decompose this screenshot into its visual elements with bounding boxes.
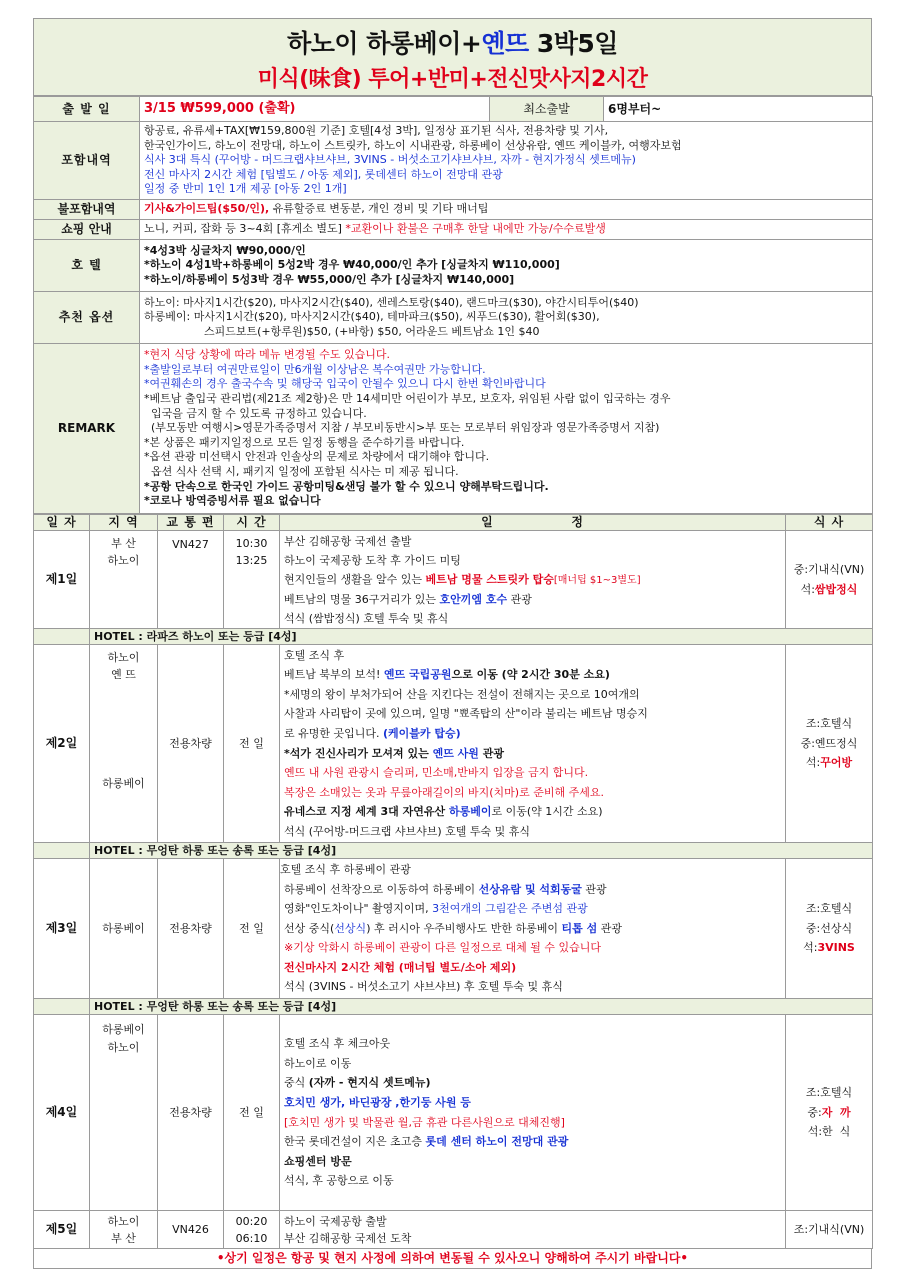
highlight: 베트남 명물 스트릿카 탑승 [425,572,554,586]
highlight: 하롱베이 [448,805,492,819]
highlight: 3천여개의 그림같은 주변섬 관광 [432,902,588,916]
region-cell: 하롱베이 [90,859,158,999]
col-time: 시 간 [224,515,280,531]
highlight: (자까 - 현지식 셋트메뉴) [308,1076,431,1090]
text: 유네스코 지정 세계 3대 자연유산 [284,805,449,819]
text: 베트남의 명물 36구거리가 있는 [284,592,440,606]
shop-notice: *교환이나 환불은 구매후 한달 내에만 가능/수수료발생 [345,222,606,236]
text: 관광 [478,746,505,760]
schedule-line [284,1073,781,1093]
hotel-line: *하노이 4성1박+하롱베이 5성2박 경우 ₩40,000/인 추가 [싱글차지 ₩110,000] [144,258,560,272]
schedule-line: 호텔 조식 후 체크아웃 [284,1037,391,1051]
excl-rest: 유류할증료 변동분, 개인 경비 및 기타 매너팁 [269,202,489,216]
region: 부 산 [111,537,136,550]
region-cell [90,645,158,843]
highlight: 선상유람 및 석회동굴 [478,882,582,896]
text: 석: [803,941,818,955]
hotel-line: *하노이/하롱베이 5성3박 경우 ₩55,000/인 추가 [싱글차지 ₩140,000] [144,272,515,286]
schedule-line: 석식, 후 공항으로 이동 [284,1174,394,1188]
meal: 조:호텔식 [805,717,853,731]
text: 로 유명한 곳입니다. [284,726,383,740]
title-part-a: 하노이 하롱베이+ [287,29,482,58]
incl-line: 항공료, 유류세+TAX[₩159,800원 기준] 호텔[4성 3박], 일정상 표기된 식사, 전용차량 및 기사, [144,124,609,138]
incl-massage-line: 전신 마사지 2시간 체험 [팁별도 / 아동 제외], 롯데센터 하노이 전망대 관광 [144,167,503,181]
meal-cell [786,1015,873,1211]
hotel-content [140,240,873,292]
schedule-line: 부산 김해공항 국제선 도착 [284,1231,412,1245]
remark-label: REMARK [34,344,140,514]
sub-title: 미식(味食) 투어+반미+전신맛사지2시간 [257,67,648,92]
day-row [34,1015,873,1211]
remark-line: 옵션 식사 선택 시, 패키지 일정에 포함된 식사는 미 제공 됩니다. [144,464,459,478]
col-meal: 식 사 [786,515,873,531]
time: 13:25 [235,554,268,567]
day-label: 제2일 [34,645,90,843]
highlight: 롯데 센터 하노이 전망대 관광 [425,1135,569,1149]
schedule-cell [280,645,786,843]
remark-line: (부모동반 여행시>영문가족증명서 지참 / 부모비동반시>부 또는 모로부터 위임장과 영문가족증명서 지참) [144,421,660,435]
option-line: 하노이: 마사지1시간($20), 마사지2시간($40), 센레스토랑($40), 랜드마크($30), 야간시티투어($40) [144,295,639,309]
transport-cell: 전용차량 [158,859,224,999]
remark-line: *출발일로부터 여권만료일이 만6개월 이상남은 복수여권만 가능합니다. [144,362,486,376]
itinerary-document [33,18,872,1269]
text: 관광 [581,882,607,896]
excl-label: 불포함내역 [34,200,140,220]
hotel-line: HOTEL : 라파즈 하노이 또는 등급 [4성] [90,629,873,645]
schedule-line [280,919,781,939]
schedule-warning: [호치민 생가 및 박물관 월,금 휴관 다른사원으로 대체진행] [284,1115,565,1129]
schedule-line: 석식 (쌈밥정식) 호텔 투숙 및 휴식 [284,611,449,625]
info-table [33,96,873,514]
schedule-line [280,899,781,919]
col-day: 일 자 [34,515,90,531]
text: 하롱베이 선착장으로 이동하여 하롱베이 [284,882,479,896]
region-cell [90,1211,158,1249]
schedule-line [280,880,781,900]
meal [790,938,868,958]
meal-cell [786,645,873,843]
schedule-cell [280,1015,786,1211]
text: 석: [805,756,821,770]
region: 하노이 [107,1041,140,1054]
schedule-line: 부산 김해공항 국제선 출발 [284,534,412,548]
highlight: 3VINS [817,941,855,955]
text: 으로 이동 (약 2시간 30분 소요) [451,668,610,682]
schedule-line: 호치민 생가, 바딘광장 ,한기둥 사원 등 [284,1095,471,1109]
transport-cell: 전용차량 [158,645,224,843]
region: 하노이 [107,554,140,567]
schedule-line [284,744,781,764]
region-cell [90,531,158,629]
incl-banmi-line: 일정 중 반미 1인 1개 제공 [아동 2인 1개] [144,182,347,196]
remark-line: *코로나 방역증빙서류 필요 없습니다 [144,494,321,508]
text: 중식 [284,1076,309,1090]
schedule-line: 하노이 국제공항 출발 [284,1214,387,1228]
time: 06:10 [235,1231,268,1245]
meal: 조:호텔식 [805,902,853,916]
schedule-line: 하노이 국제공항 도착 후 가이드 미팅 [284,553,461,567]
col-schedule: 일 정 [280,515,786,531]
meal: 조:호텔식 [805,1086,853,1100]
incl-content [140,122,873,200]
remark-line: *현지 식당 상황에 따라 메뉴 변경될 수도 있습니다. [144,348,390,362]
text: 로 이동(약 1시간 소요) [491,805,603,819]
region: 옌 뜨 [111,668,136,681]
day-row [34,531,873,629]
hotel-line: *4성3박 싱글차지 ₩90,000/인 [144,243,306,257]
schedule-line [284,590,781,609]
highlight: 티톱 섬 [561,921,598,935]
time-cell [224,1211,280,1249]
meal-cell [786,859,873,999]
time-cell [224,531,280,629]
region: 부 산 [111,1231,136,1245]
text: 석: [800,582,815,596]
hotel-line: HOTEL : 무엉탄 하롱 또는 송록 또는 등급 [4성] [90,999,873,1015]
time-cell: 전 일 [224,1015,280,1211]
title-part-yentu: 옌뜨 [481,29,529,58]
schedule-warning: 옌뜨 내 사원 관광시 슬리퍼, 민소매,반바지 입장을 금지 합니다. [284,766,589,780]
incl-meal-line: 식사 3대 특식 (꾸어방 - 머드크랩샤브샤브, 3VINS - 버섯소고기샤브샤브, 자까 - 현지가정식 셋트메뉴) [144,153,636,167]
schedule-line: 하노이로 이동 [284,1056,352,1070]
text: 관광 [597,921,622,935]
remark-line: 입국을 금지 할 수 있도록 규정하고 있습니다. [144,406,367,420]
schedule-line [284,570,781,590]
region: 하노이 [107,651,140,664]
depart-value: 3/15 ₩599,000 (출확) [140,97,490,122]
highlight: 꾸어방 [820,756,853,770]
day-label: 제4일 [34,1015,90,1211]
meal-cell [786,531,873,629]
hotel-label: 호 텔 [34,240,140,292]
min-label: 최소출발 [490,97,604,122]
schedule-cell [280,859,786,999]
remark-line: *여권훼손의 경우 출국수속 및 해당국 입국이 안될수 있으니 다시 한번 확인바랍니다 [144,377,546,391]
meal [790,580,868,600]
schedule-cell [280,531,786,629]
col-region: 지 역 [90,515,158,531]
schedule-line: 호텔 조식 후 [284,648,345,662]
min-value: 6명부터~ [604,97,873,122]
time: 00:20 [235,1214,268,1228]
schedule-line: 석식 (3VINS - 버섯소고기 샤브샤브) 후 호텔 투숙 및 휴식 [284,980,563,994]
option-line: 하롱베이: 마사지1시간($20), 마사지2시간($40), 테마파크($50), 씨푸드($30), 활어회($30), [144,310,600,324]
highlight: 옌뜨 사원 [432,746,479,760]
schedule-line: 호텔 조식 후 하롱베이 관광 [280,862,411,876]
transport-cell: VN427 [158,531,224,629]
highlight: 쌈밥정식 [814,582,858,596]
meal: 중:옌뜨정식 [800,736,858,750]
main-title [34,19,871,60]
meal: 중:선상식 [805,921,853,935]
excl-tip: 기사&가이드팁($50/인), [144,202,270,216]
day-row [34,1211,873,1249]
footer-notice: •상기 일정은 항공 및 현지 사정에 의하여 변동될 수 있사오니 양해하여 주시기 바랍니다• [33,1249,872,1269]
option-line: 스피드보트(+항루원)$50, (+바항) $50, 어라운드 베트남쇼 1인 $40 [204,324,540,338]
option-label: 추천 옵션 [34,292,140,344]
region-cell [90,1015,158,1211]
highlight: 호안끼엠 호수 [439,592,508,606]
incl-line: 한국인가이드, 하노이 전망대, 하노이 스트릿카, 하노이 시내관광, 하롱베이 선상유람, 옌뜨 케이블카, 여행자보험 [144,138,682,152]
shop-items: 노니, 커피, 잡화 등 3~4회 [휴게소 별도] [144,222,346,236]
text: 베트남 북부의 보석! [284,668,384,682]
highlight: 자 까 [821,1105,851,1119]
schedule-line [284,1132,781,1152]
schedule-line: 석식 (꾸어방-머드크랩 샤브샤브) 호텔 투숙 및 휴식 [284,824,531,838]
day-label: 제5일 [34,1211,90,1249]
remark-line: *공항 단속으로 한국인 가이드 공항미팅&샌딩 불가 할 수 있으니 양해부탁드립니다. [144,479,549,493]
depart-label: 출 발 일 [34,97,140,122]
time-cell: 전 일 [224,645,280,843]
meal [790,1103,868,1123]
schedule-line [284,665,781,685]
schedule-line: 쇼핑센터 방문 [284,1154,352,1168]
schedule-cell [280,1211,786,1249]
text: 관광 [507,592,532,606]
schedule-warning: 복장은 소매있는 옷과 무릎아래길이의 바지(치마)로 준비해 주세요. [284,785,604,799]
schedule-line: 사찰과 사리탑이 곳에 있으며, 일명 "뾰족탑의 산"이라 불리는 베트남 명승지 [284,707,648,721]
shop-content [140,220,873,240]
highlight: 옌뜨 국립공원 [383,668,452,682]
region: 하노이 [107,1214,140,1228]
text: 영화"인도차이나" 촬영지이며, [284,902,433,916]
title-box [33,18,872,96]
hotel-line: HOTEL : 무엉탄 하롱 또는 송록 또는 등급 [4성] [90,843,873,859]
remark-line: *본 상품은 패키지일정으로 모든 일정 동행을 준수하기를 바랍니다. [144,435,465,449]
title-part-duration: 3박5일 [528,29,618,58]
time-cell: 전 일 [224,859,280,999]
highlight: (케이블카 탑승) [383,726,461,740]
text: *석가 진신사리가 모셔져 있는 [284,746,433,760]
day-label: 제3일 [34,859,90,999]
schedule-line [284,724,781,744]
schedule-warning: ※기상 악화시 하롱베이 관광이 다른 일정으로 대체 될 수 있습니다 [284,941,601,955]
time: 10:30 [235,537,268,550]
schedule-line [284,802,781,822]
transport-cell: 전용차량 [158,1015,224,1211]
text: ) 후 러시아 우주비행사도 반한 하롱베이 [366,921,562,935]
day-label: 제1일 [34,531,90,629]
region: 하롱베이 [102,777,145,790]
highlight: 선상식 [334,921,367,935]
remark-line: *옵션 관광 미선택시 안전과 인솔상의 문제로 차량에서 대기해야 합니다. [144,450,490,464]
option-content [140,292,873,344]
transport-cell: VN426 [158,1211,224,1249]
meal: 석:한 식 [807,1125,851,1139]
shop-label: 쇼핑 안내 [34,220,140,240]
schedule-table [33,514,873,1249]
excl-content [140,200,873,220]
incl-label: 포함내역 [34,122,140,200]
region: 하롱베이 [102,1023,145,1036]
text: 중: [807,1105,822,1119]
day-row [34,645,873,843]
meal: 중:기내식(VN) [793,563,865,576]
note: [매너팁 $1~3별도] [553,574,641,586]
text: 한국 롯데건설이 지은 초고층 [284,1135,426,1149]
remark-content [140,344,873,514]
col-transport: 교 통 편 [158,515,224,531]
day-row [34,859,873,999]
text: 현지인들의 생활을 알수 있는 [284,572,426,586]
meal [790,753,868,773]
schedule-line: 전신마사지 2시간 체험 (매너팁 별도/소아 제외) [284,960,517,974]
text: 선상 중식( [284,921,335,935]
meal-cell: 조:기내식(VN) [786,1211,873,1249]
schedule-line: *세명의 왕이 부처가되어 산을 지킨다는 전설이 전해지는 곳으로 10여개의 [284,687,640,701]
remark-line: *베트남 출입국 관리법(제21조 제2항)은 만 14세미만 어린이가 부모, 보호자, 위임된 사람 없이 입국하는 경우 [144,392,671,406]
